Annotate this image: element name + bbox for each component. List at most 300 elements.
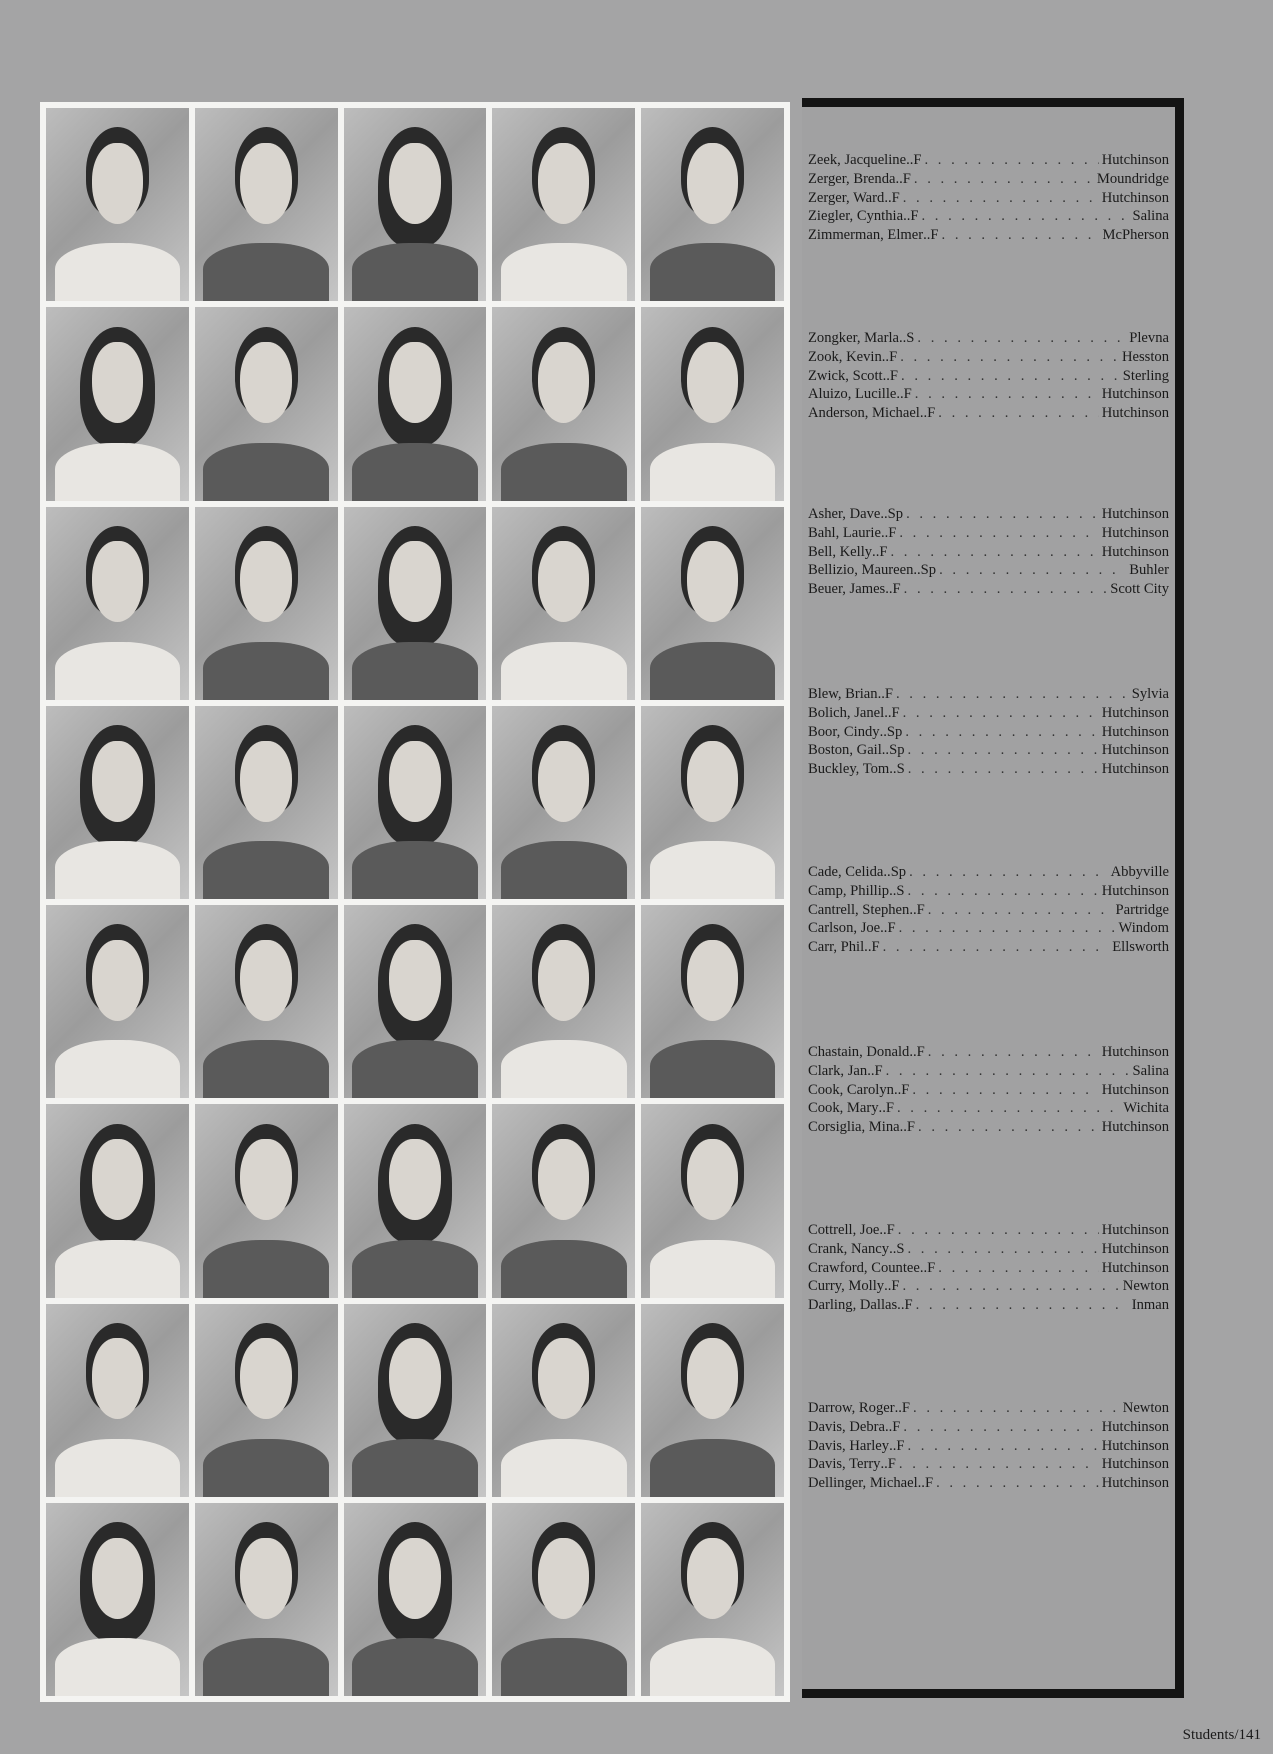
portrait-shoulders: [203, 1040, 329, 1098]
student-entry: [808, 704, 1169, 723]
class-separator: ..: [897, 1297, 905, 1314]
portrait-shoulders: [501, 1240, 627, 1298]
dot-leader: [908, 741, 1099, 760]
student-portrait: [492, 108, 635, 301]
portrait-face: [538, 940, 589, 1021]
student-portrait: [344, 307, 487, 500]
portrait-face: [389, 940, 440, 1021]
student-name: Zimmerman, Elmer: [808, 227, 924, 244]
class-separator: ..: [889, 1437, 897, 1454]
student-name: Cade, Celida: [808, 864, 884, 880]
student-portrait: [641, 1304, 784, 1497]
dot-leader: [907, 1437, 1098, 1456]
portrait-face: [687, 143, 738, 224]
student-portrait: [195, 1304, 338, 1497]
class-separator: ..: [878, 1100, 886, 1117]
student-name: Curry, Molly: [808, 1278, 885, 1295]
student-entry: [808, 1259, 1169, 1278]
student-entry: [808, 1399, 1169, 1418]
student-entry: [808, 1081, 1169, 1100]
class-separator: ..: [885, 1418, 893, 1435]
student-name: Clark, Jan: [808, 1062, 868, 1079]
student-hometown: Hutchinson: [1101, 1437, 1169, 1454]
portrait-shoulders: [501, 1638, 627, 1696]
class-separator: ..: [889, 882, 897, 899]
class-separator: ..: [909, 901, 917, 918]
student-class: S: [896, 1240, 905, 1257]
student-class: S: [906, 330, 915, 346]
student-portrait: [46, 706, 189, 899]
student-class: F: [874, 1062, 883, 1079]
student-portrait: [46, 1503, 189, 1696]
dot-leader: [906, 505, 1099, 524]
student-portrait: [195, 905, 338, 1098]
student-name: Bolich, Janel: [808, 704, 885, 721]
dot-leader: [903, 1418, 1098, 1437]
dot-leader: [914, 170, 1094, 189]
dot-leader: [901, 367, 1120, 386]
portrait-face: [92, 1338, 143, 1419]
student-class: F: [916, 901, 925, 918]
portrait-face: [92, 342, 143, 423]
student-hometown: Wichita: [1123, 1100, 1169, 1117]
name-group: [808, 863, 1169, 957]
class-separator: ..: [917, 1475, 925, 1492]
dot-leader: [918, 1118, 1099, 1137]
class-separator: ..: [884, 704, 892, 721]
portrait-face: [92, 143, 143, 224]
dot-leader: [915, 385, 1099, 404]
student-class: F: [891, 1278, 900, 1295]
student-hometown: Scott City: [1110, 581, 1169, 598]
portrait-shoulders: [55, 443, 181, 501]
class-separator: ..: [881, 348, 890, 365]
dot-leader: [886, 1062, 1130, 1081]
portrait-face: [240, 1338, 291, 1419]
student-hometown: Hutchinson: [1101, 1044, 1169, 1060]
student-hometown: Hutchinson: [1101, 1475, 1169, 1492]
class-separator: ..: [923, 227, 931, 244]
portrait-shoulders: [203, 243, 329, 301]
student-name: Crawford, Countee: [808, 1259, 920, 1276]
student-portrait: [344, 905, 487, 1098]
student-class: F: [887, 1456, 896, 1473]
portrait-shoulders: [203, 1638, 329, 1696]
student-entry: [808, 1240, 1169, 1259]
dot-leader: [903, 189, 1099, 208]
dot-leader: [936, 1474, 1099, 1493]
student-name: Carlson, Joe: [808, 920, 881, 937]
student-hometown: Hutchinson: [1101, 386, 1169, 403]
student-hometown: Hutchinson: [1101, 1081, 1169, 1098]
student-entry: [808, 1455, 1169, 1474]
student-name: Chastain, Donald: [808, 1044, 910, 1060]
portrait-shoulders: [55, 642, 181, 700]
student-entry: [808, 1474, 1169, 1493]
portrait-face: [389, 1139, 440, 1220]
student-hometown: Newton: [1122, 1278, 1169, 1295]
student-portrait: [195, 1503, 338, 1696]
student-portrait: [46, 307, 189, 500]
portrait-shoulders: [352, 443, 478, 501]
portrait-face: [240, 342, 291, 423]
portrait-face: [240, 143, 291, 224]
student-hometown: Partridge: [1115, 901, 1169, 918]
student-hometown: Hutchinson: [1101, 1240, 1169, 1257]
student-hometown: Hutchinson: [1101, 1456, 1169, 1473]
portrait-face: [389, 1338, 440, 1419]
student-name: Zeek, Jacqueline: [808, 152, 907, 168]
student-name: Ziegler, Cynthia: [808, 208, 904, 225]
student-class: F: [885, 1100, 894, 1117]
class-separator: ..: [884, 189, 892, 206]
student-class: F: [886, 1222, 895, 1238]
student-class: F: [884, 686, 893, 702]
name-panel: [802, 98, 1184, 1698]
student-portrait: [195, 307, 338, 500]
student-hometown: Moundridge: [1096, 170, 1169, 187]
student-entry: [808, 170, 1169, 189]
student-class: F: [902, 170, 911, 187]
dot-leader: [908, 760, 1099, 779]
student-class: F: [927, 405, 936, 422]
student-hometown: Hutchinson: [1101, 761, 1169, 778]
portrait-shoulders: [501, 1439, 627, 1497]
portrait-shoulders: [203, 642, 329, 700]
student-portrait: [344, 108, 487, 301]
dot-leader: [938, 1259, 1098, 1278]
class-separator: ..: [895, 170, 903, 187]
student-entry: [808, 1418, 1169, 1437]
dot-leader: [903, 1277, 1120, 1296]
portrait-face: [538, 1538, 589, 1619]
student-class: F: [910, 208, 919, 225]
student-entry: [808, 901, 1169, 920]
portrait-shoulders: [501, 443, 627, 501]
student-hometown: Salina: [1132, 1062, 1169, 1079]
class-separator: ..: [880, 920, 888, 937]
dot-leader: [904, 580, 1108, 599]
dot-leader: [899, 919, 1116, 938]
portrait-face: [92, 1139, 143, 1220]
student-hometown: Salina: [1132, 208, 1169, 225]
class-separator: ..: [913, 562, 921, 579]
student-class: F: [892, 1418, 901, 1435]
dot-leader: [890, 543, 1098, 562]
student-entry: [808, 1099, 1169, 1118]
portrait-shoulders: [55, 1439, 181, 1497]
student-hometown: Hutchinson: [1101, 1119, 1169, 1136]
student-portrait: [46, 1104, 189, 1297]
student-portrait: [344, 1503, 487, 1696]
student-hometown: Inman: [1131, 1297, 1169, 1314]
student-portrait: [46, 507, 189, 700]
student-hometown: Hutchinson: [1101, 742, 1169, 759]
student-portrait: [492, 905, 635, 1098]
class-separator: ..: [879, 1222, 887, 1238]
portrait-shoulders: [352, 1439, 478, 1497]
portrait-face: [687, 1538, 738, 1619]
dot-leader: [903, 704, 1099, 723]
class-separator: ..: [894, 1400, 902, 1416]
student-portrait: [492, 1104, 635, 1297]
portrait-face: [92, 541, 143, 622]
student-hometown: Hutchinson: [1101, 543, 1169, 560]
portrait-face: [92, 1538, 143, 1619]
portrait-shoulders: [650, 1638, 776, 1696]
portrait-shoulders: [650, 1040, 776, 1098]
class-separator: ..: [909, 1044, 917, 1060]
student-hometown: Hutchinson: [1101, 723, 1169, 740]
portrait-shoulders: [501, 841, 627, 899]
student-entry: [808, 151, 1169, 170]
student-entry: [808, 226, 1169, 245]
student-name: Camp, Phillip: [808, 882, 890, 899]
class-separator: ..: [881, 742, 890, 759]
class-separator: ..: [879, 723, 887, 740]
student-hometown: McPherson: [1102, 227, 1169, 244]
student-name: Zook, Kevin: [808, 348, 882, 365]
student-portrait: [344, 507, 487, 700]
class-separator: ..: [877, 686, 885, 702]
class-separator: ..: [882, 367, 890, 384]
dot-leader: [928, 901, 1113, 920]
dot-leader: [909, 863, 1108, 882]
student-hometown: Abbyville: [1110, 864, 1169, 880]
student-hometown: Hesston: [1121, 348, 1169, 365]
class-separator: ..: [883, 864, 891, 880]
student-class: F: [889, 348, 898, 365]
student-class: F: [901, 1081, 910, 1098]
student-hometown: Buhler: [1129, 562, 1169, 579]
student-name: Cook, Mary: [808, 1100, 879, 1117]
student-hometown: Hutchinson: [1101, 152, 1169, 168]
student-entry: [808, 919, 1169, 938]
student-class: F: [913, 152, 922, 168]
student-hometown: Hutchinson: [1101, 524, 1169, 541]
student-portrait: [344, 1304, 487, 1497]
portrait-face: [538, 741, 589, 822]
dot-leader: [917, 329, 1126, 348]
student-class: F: [916, 1044, 925, 1060]
name-group: [808, 1399, 1169, 1493]
student-portrait: [195, 706, 338, 899]
student-entry: [808, 1296, 1169, 1315]
portrait-face: [538, 143, 589, 224]
student-portrait: [641, 307, 784, 500]
portrait-shoulders: [203, 443, 329, 501]
class-separator: ..: [884, 1278, 892, 1295]
student-entry: [808, 561, 1169, 580]
name-group: [808, 1221, 1169, 1315]
class-separator: ..: [872, 543, 880, 560]
student-hometown: Plevna: [1129, 330, 1169, 346]
student-portrait: [344, 1104, 487, 1297]
student-name: Davis, Terry: [808, 1456, 881, 1473]
student-name: Corsiglia, Mina: [808, 1119, 900, 1136]
name-group: [808, 1043, 1169, 1137]
student-name: Crank, Nancy: [808, 1240, 890, 1257]
portrait-face: [538, 1139, 589, 1220]
student-class: F: [887, 920, 896, 937]
dot-leader: [913, 1399, 1120, 1418]
portrait-face: [240, 1139, 291, 1220]
portrait-shoulders: [55, 1240, 181, 1298]
student-entry: [808, 543, 1169, 562]
class-separator: ..: [889, 1240, 897, 1257]
student-class: F: [903, 386, 912, 403]
student-entry: [808, 1277, 1169, 1296]
student-hometown: Hutchinson: [1101, 704, 1169, 721]
student-name: Beuer, James: [808, 581, 886, 598]
student-name: Darling, Dallas: [808, 1297, 898, 1314]
student-name: Darrow, Roger: [808, 1400, 895, 1416]
class-separator: ..: [880, 1456, 888, 1473]
class-separator: ..: [903, 208, 911, 225]
name-group: [808, 151, 1169, 245]
dot-leader: [900, 348, 1119, 367]
portrait-face: [240, 1538, 291, 1619]
student-name: Zwick, Scott: [808, 367, 883, 384]
dot-leader: [899, 1455, 1099, 1474]
portrait-shoulders: [501, 1040, 627, 1098]
portrait-face: [389, 143, 440, 224]
student-entry: [808, 329, 1169, 348]
student-class: F: [892, 581, 901, 598]
student-entry: [808, 385, 1169, 404]
student-class: Sp: [889, 742, 905, 759]
student-entry: [808, 524, 1169, 543]
student-name: Bell, Kelly: [808, 543, 873, 560]
student-name: Anderson, Michael: [808, 405, 920, 422]
student-hometown: Hutchinson: [1101, 1259, 1169, 1276]
class-separator: ..: [919, 405, 928, 422]
portrait-shoulders: [203, 841, 329, 899]
student-entry: [808, 882, 1169, 901]
student-name: Blew, Brian: [808, 686, 878, 702]
portrait-face: [240, 940, 291, 1021]
portrait-face: [240, 741, 291, 822]
dot-leader: [942, 226, 1100, 245]
dot-leader: [939, 561, 1126, 580]
portrait-face: [687, 940, 738, 1021]
class-separator: ..: [899, 330, 907, 346]
student-portrait: [492, 507, 635, 700]
student-portrait: [195, 507, 338, 700]
portrait-face: [687, 342, 738, 423]
portrait-shoulders: [650, 841, 776, 899]
dot-leader: [916, 1296, 1129, 1315]
student-hometown: Hutchinson: [1101, 405, 1169, 422]
student-entry: [808, 1062, 1169, 1081]
class-separator: ..: [880, 506, 888, 522]
portrait-shoulders: [501, 243, 627, 301]
student-portrait: [641, 706, 784, 899]
portrait-face: [389, 1538, 440, 1619]
student-name: Davis, Debra: [808, 1418, 885, 1435]
student-class: F: [889, 367, 899, 384]
student-entry: [808, 1221, 1169, 1240]
portrait-shoulders: [352, 1040, 478, 1098]
student-portrait: [641, 1503, 784, 1696]
dot-leader: [905, 723, 1098, 742]
student-name: Bahl, Laurie: [808, 524, 881, 541]
student-class: F: [879, 543, 888, 560]
student-portrait: [492, 307, 635, 500]
portrait-shoulders: [352, 841, 478, 899]
portrait-shoulders: [501, 642, 627, 700]
student-portrait: [492, 706, 635, 899]
class-separator: ..: [899, 1119, 907, 1136]
student-class: F: [891, 704, 900, 721]
student-name: Bellizio, Maureen: [808, 562, 914, 579]
student-class: F: [930, 227, 939, 244]
student-entry: [808, 938, 1169, 957]
student-portrait: [492, 1503, 635, 1696]
dot-leader: [921, 207, 1129, 226]
class-separator: ..: [889, 761, 897, 778]
student-entry: [808, 189, 1169, 208]
student-class: F: [904, 1297, 913, 1314]
portrait-face: [687, 1139, 738, 1220]
dot-leader: [898, 1221, 1099, 1240]
student-class: Sp: [886, 723, 903, 740]
student-entry: [808, 580, 1169, 599]
name-group: [808, 329, 1169, 423]
student-entry: [808, 723, 1169, 742]
dot-leader: [924, 151, 1098, 170]
student-entry: [808, 760, 1169, 779]
portrait-shoulders: [650, 1240, 776, 1298]
student-name: Boor, Cindy: [808, 723, 880, 740]
student-class: S: [896, 882, 905, 899]
student-hometown: Newton: [1122, 1400, 1169, 1416]
portrait-face: [687, 741, 738, 822]
student-entry: [808, 1437, 1169, 1456]
student-portrait: [492, 1304, 635, 1497]
student-portrait: [641, 507, 784, 700]
student-entry: [808, 741, 1169, 760]
portrait-shoulders: [203, 1439, 329, 1497]
portrait-shoulders: [55, 1638, 181, 1696]
student-portrait: [641, 1104, 784, 1297]
student-entry: [808, 207, 1169, 226]
student-name: Cottrell, Joe: [808, 1222, 880, 1238]
student-name: Davis, Harley: [808, 1437, 890, 1454]
student-class: F: [891, 189, 900, 206]
student-class: F: [924, 1475, 934, 1492]
dot-leader: [897, 1099, 1120, 1118]
class-separator: ..: [885, 581, 893, 598]
student-name: Boston, Gail: [808, 742, 882, 759]
portrait-shoulders: [55, 243, 181, 301]
student-hometown: Windom: [1118, 920, 1169, 937]
student-class: F: [888, 524, 897, 541]
class-separator: ..: [893, 1081, 902, 1098]
student-entry: [808, 404, 1169, 423]
student-entry: [808, 367, 1169, 386]
portrait-face: [92, 741, 143, 822]
portrait-shoulders: [650, 443, 776, 501]
student-portrait: [46, 905, 189, 1098]
portrait-shoulders: [352, 243, 478, 301]
student-hometown: Hutchinson: [1101, 1222, 1169, 1238]
portrait-face: [389, 541, 440, 622]
portrait-grid: [40, 102, 790, 1702]
student-name: Cook, Carolyn: [808, 1081, 894, 1098]
student-class: Sp: [920, 562, 937, 579]
student-name: Carr, Phil: [808, 939, 865, 956]
